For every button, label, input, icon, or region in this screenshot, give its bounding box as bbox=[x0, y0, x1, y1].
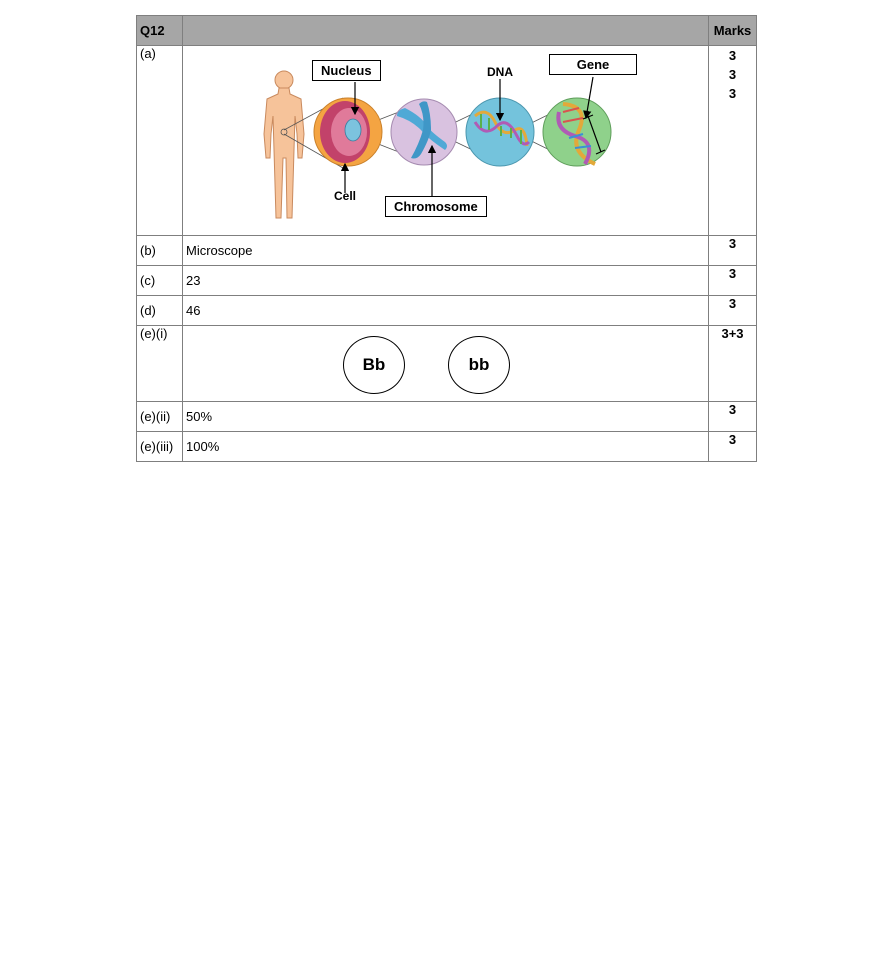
cell-label: Cell bbox=[334, 189, 357, 203]
genotype-answers bbox=[183, 326, 709, 402]
marks-d: 3 bbox=[709, 296, 757, 326]
row-c bbox=[137, 266, 757, 296]
mark-value: 3 bbox=[728, 86, 737, 101]
row-e-iii bbox=[137, 432, 757, 462]
marks-e-iii: 3 bbox=[709, 432, 757, 462]
marks-e-ii: 3 bbox=[709, 402, 757, 432]
part-label: (a) bbox=[137, 46, 183, 236]
genotype-circle: bb bbox=[448, 336, 510, 394]
cell-structure-diagram bbox=[183, 46, 709, 236]
marks-e-i: 3+3 bbox=[709, 326, 757, 402]
part-label: (d) bbox=[137, 296, 183, 326]
part-label: (c) bbox=[137, 266, 183, 296]
part-label: (b) bbox=[137, 236, 183, 266]
question-number: Q12 bbox=[137, 16, 183, 46]
mark-scheme-table bbox=[136, 15, 757, 462]
cell-icon bbox=[314, 98, 382, 166]
answer-header bbox=[183, 16, 709, 46]
answer-text: 100% bbox=[183, 432, 709, 462]
chromosome-icon bbox=[391, 99, 457, 165]
marks-c: 3 bbox=[709, 266, 757, 296]
answer-text: 23 bbox=[183, 266, 709, 296]
mark-value: 3 bbox=[728, 48, 737, 63]
gene-icon bbox=[543, 98, 611, 166]
marks-header: Marks bbox=[709, 16, 757, 46]
row-e-ii bbox=[137, 402, 757, 432]
row-e-i bbox=[137, 326, 757, 402]
answer-text: 46 bbox=[183, 296, 709, 326]
mark-value: 3 bbox=[728, 67, 737, 82]
dna-label: DNA bbox=[487, 65, 513, 79]
genotype-circle: Bb bbox=[343, 336, 405, 394]
answer-text: Microscope bbox=[183, 236, 709, 266]
header-row bbox=[137, 16, 757, 46]
marks-b: 3 bbox=[709, 236, 757, 266]
row-d bbox=[137, 296, 757, 326]
marks-a bbox=[709, 46, 757, 236]
part-label: (e)(ii) bbox=[137, 402, 183, 432]
nucleus-label: Nucleus bbox=[312, 60, 381, 81]
answer-text: 50% bbox=[183, 402, 709, 432]
part-label: (e)(i) bbox=[137, 326, 183, 402]
gene-label: Gene bbox=[549, 54, 637, 75]
chromosome-label: Chromosome bbox=[385, 196, 487, 217]
human-figure bbox=[264, 71, 304, 218]
row-a bbox=[137, 46, 757, 236]
part-label: (e)(iii) bbox=[137, 432, 183, 462]
row-b bbox=[137, 236, 757, 266]
